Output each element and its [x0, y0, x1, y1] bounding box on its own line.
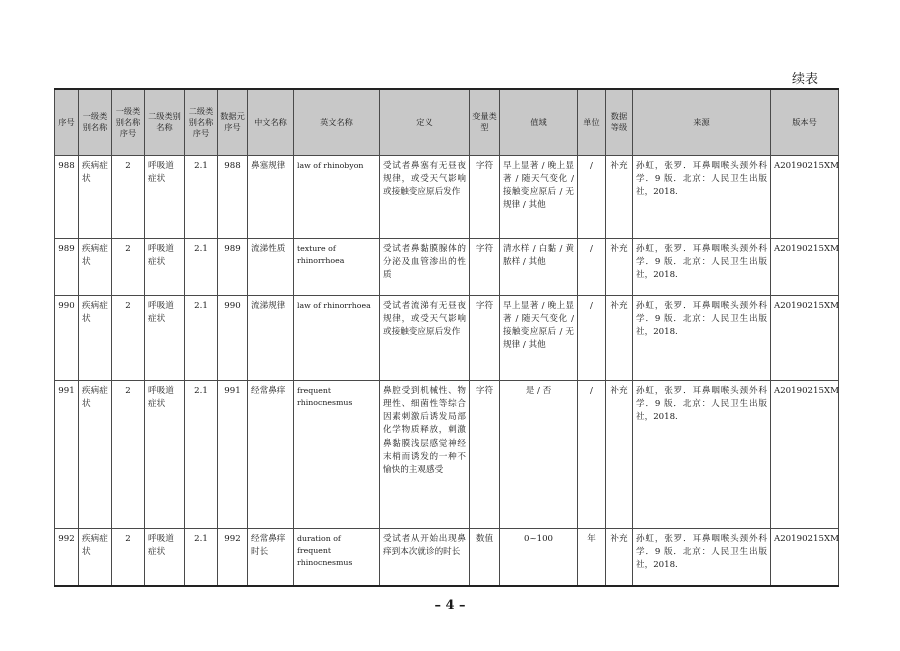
cell-l2-seq: 2.1	[185, 528, 218, 586]
cell-l2-seq: 2.1	[185, 295, 218, 380]
cell-l1-seq: 2	[112, 295, 145, 380]
cell-version: A20190215XM	[771, 295, 839, 380]
cell-l1-name: 疾病症状	[79, 238, 112, 295]
cell-source: 孙虹，张罗．耳鼻咽喉头颈外科学．9 版．北京：人民卫生出版社，2018.	[633, 238, 771, 295]
cell-unit: 年	[578, 528, 606, 586]
header-cell: 中文名称	[248, 89, 294, 155]
cell-unit: /	[578, 155, 606, 238]
cell-level: 补充	[606, 528, 633, 586]
cell-unit: /	[578, 238, 606, 295]
header-cell: 单位	[578, 89, 606, 155]
header-cell: 来源	[633, 89, 771, 155]
cell-level: 补充	[606, 155, 633, 238]
header-cell: 序号	[55, 89, 79, 155]
cell-l2-name: 呼吸道症状	[145, 155, 185, 238]
cell-value-range: 清水样 / 白黏 / 黄脓样 / 其他	[500, 238, 578, 295]
cell-l1-name: 疾病症状	[79, 528, 112, 586]
cell-elem-seq: 988	[218, 155, 248, 238]
cell-l2-name: 呼吸道症状	[145, 238, 185, 295]
table-row	[55, 528, 839, 586]
table-header-row	[55, 89, 839, 155]
cell-cn-name: 经常鼻痒	[248, 380, 294, 528]
cell-l1-seq: 2	[112, 155, 145, 238]
cell-l1-name: 疾病症状	[79, 380, 112, 528]
cell-definition: 受试者鼻塞有无昼夜规律，或受天气影响或接触变应原后发作	[380, 155, 470, 238]
cell-var-type: 数值	[470, 528, 500, 586]
continuation-label: 续表	[791, 72, 818, 87]
cell-l2-seq: 2.1	[185, 238, 218, 295]
cell-l2-seq: 2.1	[185, 155, 218, 238]
cell-definition: 受试者从开始出现鼻痒到本次就诊的时长	[380, 528, 470, 586]
cell-en-name: texture of rhinorrhoea	[294, 238, 380, 295]
cell-var-type: 字符	[470, 155, 500, 238]
cell-seq: 991	[55, 380, 79, 528]
header-cell: 变量类型	[470, 89, 500, 155]
header-cell: 定义	[380, 89, 470, 155]
cell-unit: /	[578, 380, 606, 528]
cell-en-name: frequent rhinocnesmus	[294, 380, 380, 528]
cell-en-name: law of rhinobyon	[294, 155, 380, 238]
header-cell: 一级类别名称	[79, 89, 112, 155]
cell-source: 孙虹，张罗．耳鼻咽喉头颈外科学．9 版．北京：人民卫生出版社，2018.	[633, 295, 771, 380]
cell-version: A20190215XM	[771, 238, 839, 295]
cell-seq: 989	[55, 238, 79, 295]
cell-cn-name: 鼻塞规律	[248, 155, 294, 238]
cell-var-type: 字符	[470, 380, 500, 528]
cell-elem-seq: 992	[218, 528, 248, 586]
header-cell: 值域	[500, 89, 578, 155]
cell-value-range: 0~100	[500, 528, 578, 586]
cell-definition: 受试者流涕有无昼夜规律，或受天气影响或接触变应原后发作	[380, 295, 470, 380]
cell-l1-name: 疾病症状	[79, 155, 112, 238]
cell-source: 孙虹，张罗．耳鼻咽喉头颈外科学．9 版．北京：人民卫生出版社，2018.	[633, 380, 771, 528]
cell-seq: 992	[55, 528, 79, 586]
cell-elem-seq: 989	[218, 238, 248, 295]
cell-cn-name: 经常鼻痒时长	[248, 528, 294, 586]
cell-unit: /	[578, 295, 606, 380]
header-cell: 版本号	[771, 89, 839, 155]
table-row	[55, 295, 839, 380]
header-cell: 一级类别名称序号	[112, 89, 145, 155]
header-cell: 二级类别名称序号	[185, 89, 218, 155]
cell-level: 补充	[606, 295, 633, 380]
cell-version: A20190215XM	[771, 155, 839, 238]
cell-en-name: duration of frequent rhinocnesmus	[294, 528, 380, 586]
cell-l1-seq: 2	[112, 380, 145, 528]
cell-l1-seq: 2	[112, 528, 145, 586]
cell-value-range: 早上显著 / 晚上显著 / 随天气变化 / 接触变应原后 / 无规律 / 其他	[500, 155, 578, 238]
cell-elem-seq: 990	[218, 295, 248, 380]
cell-source: 孙虹，张罗．耳鼻咽喉头颈外科学．9 版．北京：人民卫生出版社，2018.	[633, 528, 771, 586]
cell-value-range: 早上显著 / 晚上显著 / 随天气变化 / 接触变应原后 / 无规律 / 其他	[500, 295, 578, 380]
cell-elem-seq: 991	[218, 380, 248, 528]
page-number: – 4 –	[434, 598, 466, 613]
cell-l2-name: 呼吸道症状	[145, 295, 185, 380]
cell-l1-seq: 2	[112, 238, 145, 295]
table-row	[55, 238, 839, 295]
data-element-table	[54, 88, 839, 587]
cell-cn-name: 流涕性质	[248, 238, 294, 295]
cell-version: A20190215XM	[771, 528, 839, 586]
cell-source: 孙虹，张罗．耳鼻咽喉头颈外科学．9 版．北京：人民卫生出版社，2018.	[633, 155, 771, 238]
header-cell: 二级类别名称	[145, 89, 185, 155]
cell-version: A20190215XM	[771, 380, 839, 528]
cell-value-range: 是 / 否	[500, 380, 578, 528]
cell-seq: 988	[55, 155, 79, 238]
cell-l2-name: 呼吸道症状	[145, 528, 185, 586]
table-row	[55, 380, 839, 528]
cell-l1-name: 疾病症状	[79, 295, 112, 380]
cell-en-name: law of rhinorrhoea	[294, 295, 380, 380]
cell-level: 补充	[606, 238, 633, 295]
header-cell: 数据等级	[606, 89, 633, 155]
cell-definition: 受试者鼻黏膜腺体的分泌及血管渗出的性质	[380, 238, 470, 295]
cell-l2-seq: 2.1	[185, 380, 218, 528]
cell-level: 补充	[606, 380, 633, 528]
cell-seq: 990	[55, 295, 79, 380]
cell-cn-name: 流涕规律	[248, 295, 294, 380]
cell-l2-name: 呼吸道症状	[145, 380, 185, 528]
cell-var-type: 字符	[470, 238, 500, 295]
cell-definition: 鼻腔受到机械性、物理性、细菌性等综合因素刺激后诱发局部化学物质释放，刺激鼻黏膜浅层感觉神经末梢而诱发的一种不愉快的主观感受	[380, 380, 470, 528]
cell-var-type: 字符	[470, 295, 500, 380]
header-cell: 英文名称	[294, 89, 380, 155]
header-cell: 数据元序号	[218, 89, 248, 155]
table-row	[55, 155, 839, 238]
